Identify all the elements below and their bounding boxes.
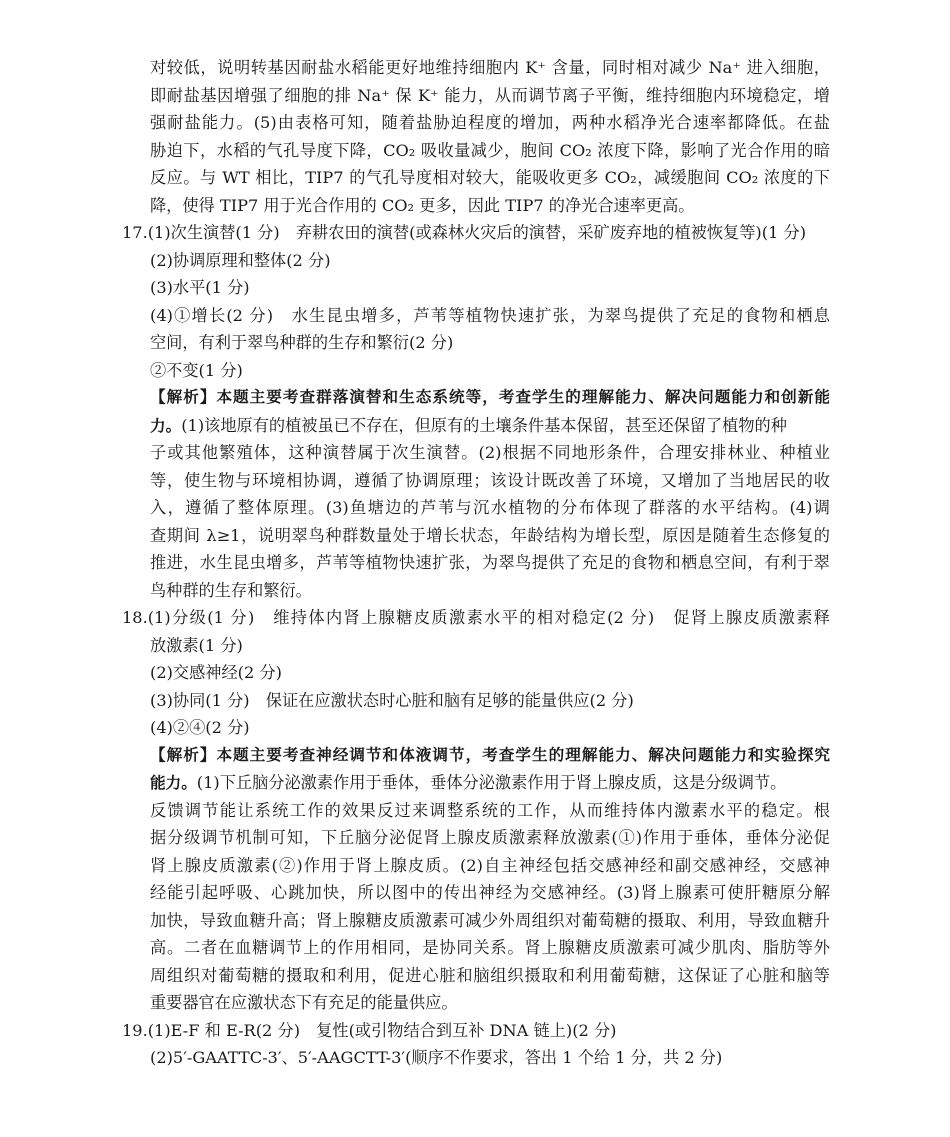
question-18 <box>122 604 830 1017</box>
analysis-line <box>150 412 830 440</box>
analysis-heading: 【解析】本题主要考查群落演替和生态系统等，考查学生的理解能力、解决问题能力和创新能 <box>150 388 830 406</box>
answer-line: (4)①增长(2 分) 水生昆虫增多，芦苇等植物快速扩张，为翠鸟提供了充足的食物和栖息 <box>150 305 830 325</box>
analysis-heading-end: 能力。 <box>150 774 197 792</box>
analysis-line: 入，遵循了整体原理。(3)鱼塘边的芦苇与沉水植物的分布体现了群落的水平结构。(4)调 <box>150 498 830 517</box>
analysis-line: 高。二者在血糖调节上的作用相同，是协同关系。肾上腺糖皮质激素可减少肌肉、脂肪等外 <box>150 938 830 957</box>
answer-line: 18.(1)分级(1 分) 维持体内肾上腺糖皮质激素水平的相对稳定(2 分) 促肾上腺皮质激素释 <box>122 608 830 627</box>
analysis-line: 加快，导致血糖升高；肾上腺糖皮质激素可减少外周组织对葡萄糖的摄取、利用，导致血糖升 <box>150 910 830 930</box>
answer-line: (2)交感神经(2 分) <box>150 663 282 682</box>
analysis-text: (1)下丘脑分泌激素作用于垂体，垂体分泌激素作用于肾上腺皮质，这是分级调节。 <box>196 773 787 792</box>
answer-line: 17.(1)次生演替(1 分) 弃耕农田的演替(或森林火灾后的演替，采矿废弃地的植被恢复等)(1 分) <box>122 223 807 242</box>
analysis-line: 经能引起呼吸、心跳加快，所以图中的传出神经为交感神经。(3)肾上腺素可使肝糖原分解 <box>150 883 830 902</box>
analysis-line: 鸟种群的生存和繁衍。 <box>150 580 312 600</box>
analysis-line: 周组织对葡萄糖的摄取和利用，促进心脏和脑组织摄取和利用葡萄糖，这保证了心脏和脑等 <box>150 965 830 985</box>
answer-line: (3)水平(1 分) <box>150 278 250 297</box>
analysis-line: 推进，水生昆虫增多，芦苇等植物快速扩张，为翠鸟提供了充足的食物和栖息空间，有利于翠 <box>150 553 830 572</box>
analysis-line: 肾上腺皮质激素(②)作用于肾上腺皮质。(2)自主神经包括交感神经和副交感神经，交感神 <box>150 855 830 875</box>
analysis-line: 子或其他繁殖体，这种演替属于次生演替。(2)根据不同地形条件，合理安排林业、种植业 <box>150 443 830 462</box>
analysis-line: 反馈调节能让系统工作的效果反过来调整系统的工作，从而维持体内激素水平的稳定。根 <box>150 800 830 820</box>
answer-line: ②不变(1 分) <box>150 360 243 380</box>
text-line: 即耐盐基因增强了细胞的排 Na⁺ 保 K⁺ 能力，从而调节离子平衡，维持细胞内环境稳定，增 <box>150 85 830 105</box>
analysis-line: 等，使生物与环境相协调，遵循了协调原理；该设计既改善了环境，又增加了当地居民的收 <box>150 470 830 490</box>
analysis-line: 据分级调节机制可知，下丘脑分泌促肾上腺皮质激素释放激素(①)作用于垂体，垂体分泌促 <box>150 828 830 847</box>
text-line: 强耐盐能力。(5)由表格可知，随着盐胁迫程度的增加，两种水稻净光合速率都降低。在盐 <box>150 113 830 132</box>
analysis-line: 查期间 λ≥1，说明翠鸟种群数量处于增长状态，年龄结构为增长型，原因是随着生态修复的 <box>150 525 830 545</box>
analysis-heading: 【解析】本题主要考查神经调节和体液调节，考查学生的理解能力、解决问题能力和实验探究 <box>150 745 830 764</box>
text-line: 反应。与 WT 相比，TIP7 的气孔导度相对较大，能吸收更多 CO₂，减缓胞间 CO₂ 浓度的下 <box>150 168 830 187</box>
answer-line: 放激素(1 分) <box>150 635 243 655</box>
text-line: 胁迫下，水稻的气孔导度下降，CO₂ 吸收量减少，胞间 CO₂ 浓度下降，影响了光合作用的暗 <box>150 140 830 160</box>
analysis-text: (1)该地原有的植被虽已不存在，但原有的土壤条件基本保留，甚至还保留了植物的种 <box>181 415 787 435</box>
question-19 <box>122 1017 830 1072</box>
text-line: 降，使得 TIP7 用于光合作用的 CO₂ 更多，因此 TIP7 的净光合速率更高。 <box>150 195 695 215</box>
answer-line: 19.(1)E-F 和 E-R(2 分) 复性(或引物结合到互补 DNA 链上)(2 分) <box>122 1020 617 1040</box>
answer-line: (3)协同(1 分) 保证在应激状态时心脏和脑有足够的能量供应(2 分) <box>150 690 634 710</box>
intro-paragraph <box>150 54 830 219</box>
answer-line: 空间，有利于翠鸟种群的生存和繁衍(2 分) <box>150 333 454 352</box>
analysis-heading-end: 力。 <box>150 416 182 435</box>
text-line: 对较低，说明转基因耐盐水稻能更好地维持细胞内 K⁺ 含量，同时相对减少 Na⁺ 进入细胞， <box>150 58 830 77</box>
analysis-line: 重要器官在应激状态下有充足的能量供应。 <box>150 993 458 1012</box>
answer-page <box>122 54 830 1072</box>
answer-line: (4)②④(2 分) <box>150 718 250 737</box>
answer-line: (2)5′-GAATTC-3′、5′-AAGCTT-3′(顺序不作要求，答出 1 个给 1 分，共 2 分) <box>150 1048 723 1067</box>
answer-line: (2)协调原理和整体(2 分) <box>150 250 331 270</box>
question-17 <box>122 219 830 604</box>
analysis-line <box>150 769 830 797</box>
